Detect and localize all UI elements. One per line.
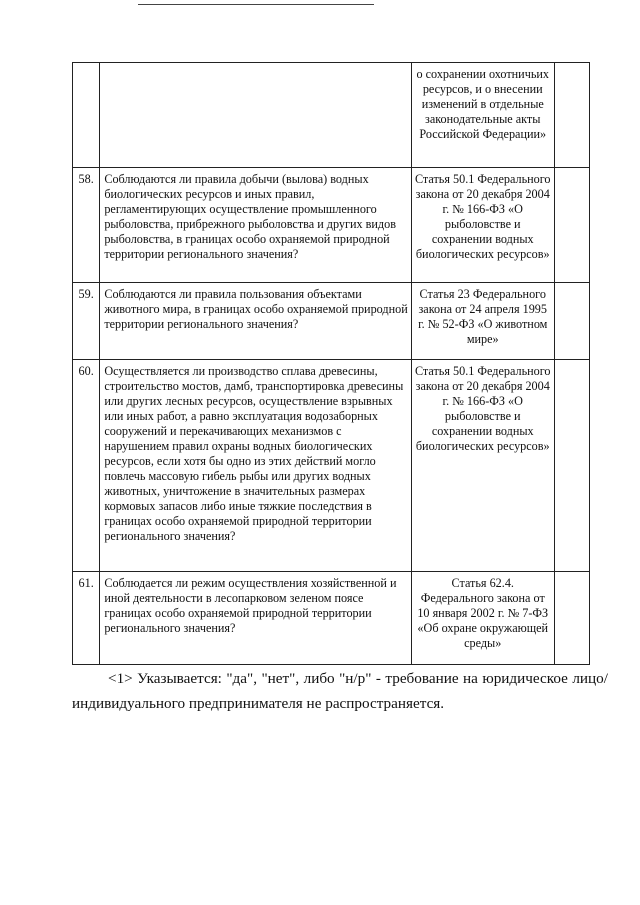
row-number — [73, 63, 100, 168]
row-number: 58. — [73, 168, 100, 283]
row-answer-cell — [554, 572, 589, 665]
row-legal-basis: Статья 62.4. Федерального закона от 10 января 2002 г. № 7-ФЗ «Об охране окружающей среды» — [411, 572, 554, 665]
row-question — [100, 63, 412, 168]
row-legal-basis: Статья 50.1 Федерального закона от 20 декабря 2004 г. № 166-ФЗ «О рыболовстве и сохранении водных биологических ресурсов» — [411, 360, 554, 572]
checklist-table — [72, 62, 590, 665]
row-number: 60. — [73, 360, 100, 572]
table-row-59 — [73, 283, 590, 360]
row-answer-cell — [554, 168, 589, 283]
row-legal-basis: о сохранении охотничьих ресурсов, и о внесении изменений в отдельные законодательные акты Российской Федерации» — [411, 63, 554, 168]
row-question: Соблюдаются ли правила пользования объектами животного мира, в границах особо охраняемой природной территории регионального значения? — [100, 283, 412, 360]
row-legal-basis: Статья 23 Федерального закона от 24 апреля 1995 г. № 52-ФЗ «О животном мире» — [411, 283, 554, 360]
row-number: 59. — [73, 283, 100, 360]
row-number: 61. — [73, 572, 100, 665]
table-row-61 — [73, 572, 590, 665]
row-legal-basis: Статья 50.1 Федерального закона от 20 декабря 2004 г. № 166-ФЗ «О рыболовстве и сохранении водных биологических ресурсов» — [411, 168, 554, 283]
table-row-58 — [73, 168, 590, 283]
row-question: Соблюдается ли режим осуществления хозяйственной и иной деятельности в лесопарковом зеленом поясе границах особо охраняемой природной территории регионального значения? — [100, 572, 412, 665]
row-answer-cell — [554, 283, 589, 360]
row-question: Соблюдаются ли правила добычи (вылова) водных биологических ресурсов и иных правил, регламентирующих осуществление промышленного рыболовства, прибрежного рыболовства и других видов рыболовства, в границах особо охраняемой природной территории регионального значения? — [100, 168, 412, 283]
row-answer-cell — [554, 63, 589, 168]
table-row-60 — [73, 360, 590, 572]
row-answer-cell — [554, 360, 589, 572]
row-question: Осуществляется ли производство сплава древесины, строительство мостов, дамб, транспортировка древесины или других лесных ресурсов, осуществление взрывных или иных работ, а равно эксплуатация водозаборных сооружений и перекачивающих механизмов с нарушением правил охраны водных биологических ресурсов, если хотя бы одно из этих действий могло повлечь массовую гибель рыбы или других водных животных, уничтожение в значительных размерах кормовых запасов либо иные тяжкие последствия в границах особо охраняемой природной территории регионального значения? — [100, 360, 412, 572]
header-rule — [138, 4, 374, 5]
footnote: <1> Указывается: "да", "нет", либо "н/р" - требование на юридическое лицо/индивидуального предпринимателя не распространяется. — [72, 670, 608, 712]
table-row-continuation — [73, 63, 590, 168]
